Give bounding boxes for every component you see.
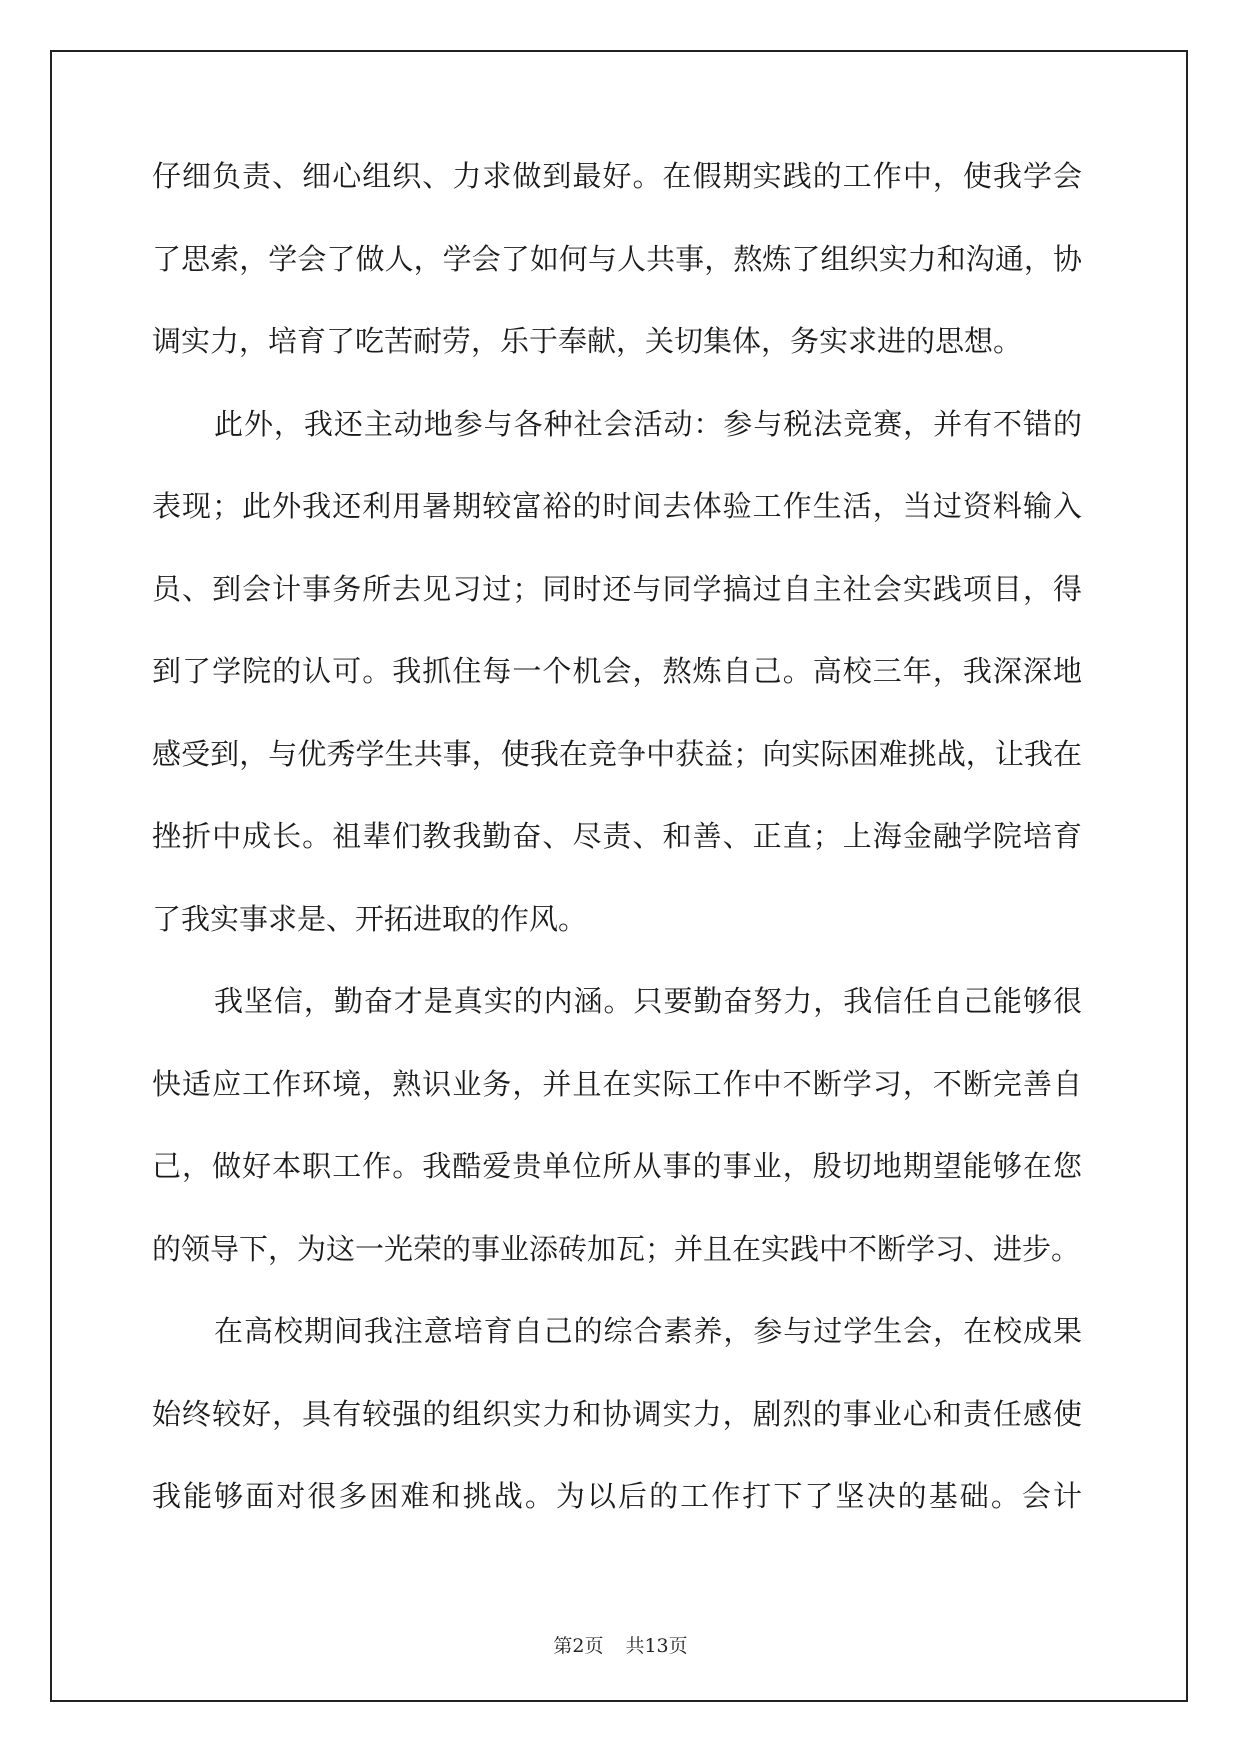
page-total: 共13页 (625, 1635, 688, 1657)
text-line: 的领导下，为这一光荣的事业添砖加瓦；并且在实践中不断学习、进步。 (152, 1232, 1081, 1266)
text-line: 到了学院的认可。我抓住每一个机会，熬炼自己。高校三年，我深深地 (152, 655, 1082, 688)
paragraph-first-line: 在高校期间我注意培育自己的综合素养，参与过学生会，在校成果 (214, 1315, 1082, 1348)
text-line: 员、到会计事务所去见习过；同时还与同学搞过自主社会实践项目，得 (152, 572, 1082, 606)
text-line: 己，做好本职工作。我酷爱贵单位所从事的事业，殷切地期望能够在您 (152, 1150, 1082, 1183)
text-line: 感受到，与优秀学生共事，使我在竞争中获益；向实际困难挑战，让我在 (152, 737, 1082, 771)
text-line: 调实力，培育了吃苦耐劳，乐于奉献，关切集体，务实求进的思想。 (152, 325, 1023, 358)
paragraph-first-line: 此外，我还主动地参与各种社会活动：参与税法竞赛，并有不错的 (214, 407, 1082, 441)
text-line: 表现；此外我还利用暑期较富裕的时间去体验工作生活，当过资料输入 (152, 490, 1082, 523)
document-body (152, 160, 1082, 1563)
page-number: 第2页 (553, 1635, 604, 1657)
text-line: 了思索，学会了做人，学会了如何与人共事，熬炼了组织实力和沟通，协 (152, 242, 1082, 276)
text-line: 我能够面对很多困难和挑战。为以后的工作打下了坚决的基础。会计 (152, 1480, 1082, 1513)
text-line: 快适应工作环境，熟识业务，并且在实际工作中不断学习，不断完善自 (152, 1067, 1082, 1101)
text-line: 挫折中成长。祖辈们教我勤奋、尽责、和善、正直；上海金融学院培育 (152, 820, 1082, 853)
paragraph-first-line: 我坚信，勤奋才是真实的内涵。只要勤奋努力，我信任自己能够很 (214, 985, 1082, 1018)
text-line: 了我实事求是、开拓进取的作风。 (152, 902, 588, 936)
page-footer (0, 1634, 1241, 1658)
text-line: 仔细负责、细心组织、力求做到最好。在假期实践的工作中，使我学会 (152, 160, 1082, 193)
text-line: 始终较好，具有较强的组织实力和协调实力，剧烈的事业心和责任感使 (152, 1397, 1082, 1431)
